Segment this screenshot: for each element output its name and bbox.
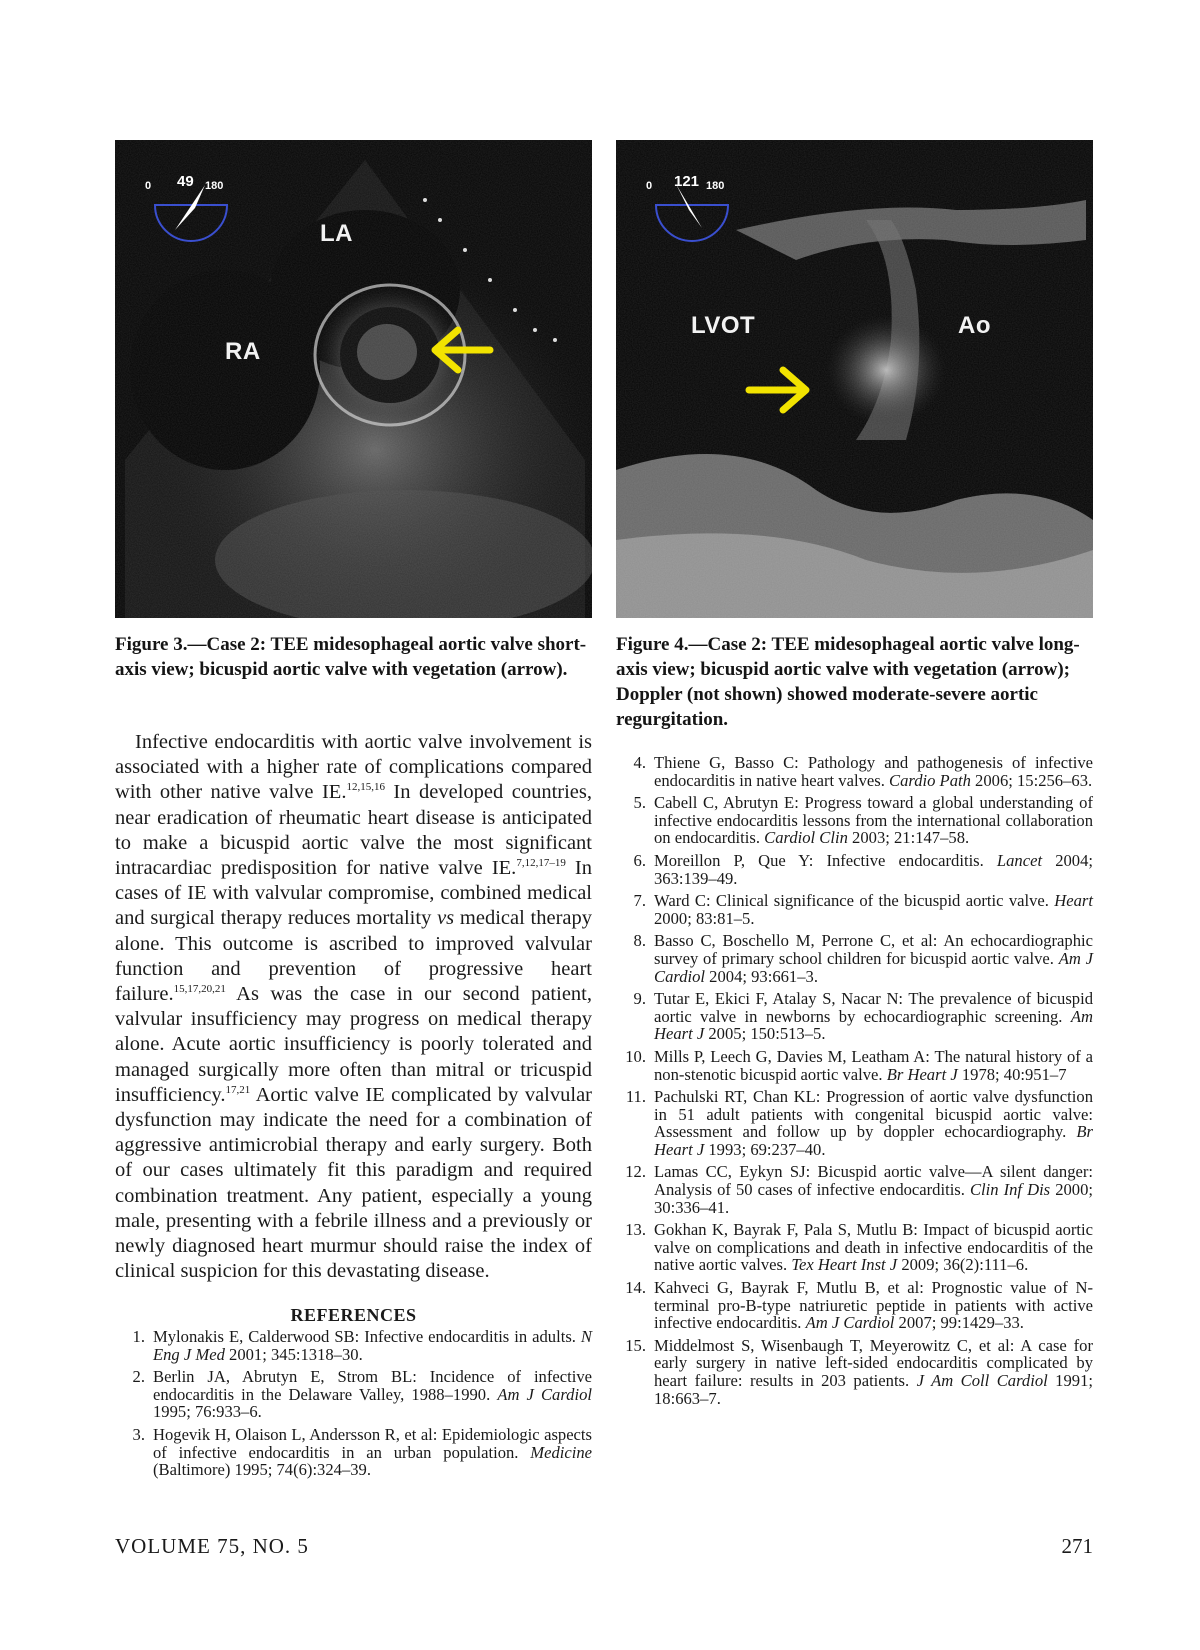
reference-text	[654, 1088, 1093, 1158]
body-text-vs: vs	[437, 907, 455, 930]
reference-citation: 2004; 363:139–49.	[654, 850, 1093, 888]
reference-authors-title: Pachulski RT, Chan KL: Progression of aortic valve dysfunction in 51 adult patients with congenital bicuspid aortic valve: Assessment and follow up by doppler echocardiography.	[654, 1087, 1093, 1142]
reference-journal: Br Heart J	[654, 1122, 1093, 1159]
reference-item	[616, 794, 1093, 847]
reference-number: 4.	[633, 753, 646, 772]
body-text-4: medical therapy alone. This outcome is ascribed to improved valvular function and prevention of progressive heart failure.	[115, 907, 592, 1006]
reference-item	[616, 1163, 1093, 1216]
figure-3-echo-graphic	[115, 140, 592, 618]
label-ra: RA	[225, 338, 261, 365]
reference-journal: Heart	[1054, 891, 1093, 911]
reference-number: 15.	[625, 1335, 646, 1355]
reference-citation: (Baltimore) 1995; 74(6):324–39.	[153, 1460, 371, 1480]
reference-journal: Clin Inf Dis	[969, 1180, 1051, 1200]
figure-4-echo-graphic	[616, 140, 1093, 618]
angle-start: 0	[646, 180, 653, 192]
body-paragraph	[115, 730, 592, 1284]
reference-citation: 1993; 69:237–40.	[704, 1139, 826, 1159]
angle-value: 121	[674, 173, 700, 190]
reference-journal: Am J Cardiol	[654, 948, 1093, 986]
label-ao: Ao	[958, 312, 991, 339]
reference-item	[616, 1279, 1093, 1332]
right-column	[616, 140, 1093, 1412]
reference-authors-title: Hogevik H, Olaison L, Andersson R, et al: Epidemiologic aspects of infective endocarditis in an urban population.	[153, 1424, 592, 1462]
reference-journal: Am J Cardiol	[805, 1313, 895, 1333]
reference-citation: 2000; 83:81–5.	[654, 908, 755, 928]
reference-item	[616, 892, 1093, 927]
reference-authors-title: Cabell C, Abrutyn E: Progress toward a global understanding of infective endocarditis lessons from the international collaboration on endocarditis.	[654, 793, 1093, 848]
reference-citation: 1991; 18:663–7.	[654, 1371, 1093, 1408]
references-heading: REFERENCES	[290, 1304, 417, 1325]
reference-item	[616, 754, 1093, 789]
reference-number: 14.	[625, 1278, 646, 1298]
figure-4-caption	[616, 632, 1093, 732]
reference-text	[153, 1328, 592, 1363]
reference-citation: 2005; 150:513–5.	[704, 1024, 826, 1044]
figure-4-caption-label: Figure 4.	[616, 634, 689, 655]
reference-citation: 1978; 40:951–7	[957, 1064, 1067, 1084]
reference-number: 10.	[625, 1046, 646, 1066]
reference-authors-title: Gokhan K, Bayrak F, Pala S, Mutlu B: Impact of bicuspid aortic valve on complications and death in infective endocarditis of the native aortic valves.	[654, 1220, 1093, 1275]
figure-4-echo-image	[616, 140, 1093, 618]
reference-authors-title: Berlin JA, Abrutyn E, Strom BL: Incidence of infective endocarditis in the Delaware Valley, 1988–1990.	[153, 1367, 592, 1404]
reference-journal: Cardio Path	[889, 770, 971, 790]
reference-journal: Am J Cardiol	[497, 1384, 592, 1404]
reference-citation: 2001; 345:1318–30.	[224, 1344, 363, 1364]
reference-text	[654, 794, 1093, 847]
citation-3: 15,17,20,21	[173, 983, 226, 996]
reference-text	[654, 1279, 1093, 1332]
references-list-right	[616, 754, 1093, 1407]
left-column	[115, 140, 592, 1484]
reference-citation: 2003; 21:147–58.	[847, 828, 970, 848]
label-la: LA	[320, 220, 353, 247]
reference-authors-title: Mylonakis E, Calderwood SB: Infective endocarditis in adults.	[153, 1326, 581, 1346]
body-text-3: In cases of IE with valvular compromise, combined medical and surgical therapy reduces mortality	[115, 857, 592, 930]
reference-journal: Br Heart J	[886, 1064, 958, 1084]
reference-item	[616, 990, 1093, 1043]
body-text-5: As was the case in our second patient, valvular insufficiency may progress on medical therapy alone. Acute aortic insufficiency is poorly tolerated and managed surgically more often than mitral or tricuspid insufficiency.	[115, 983, 592, 1106]
body-text-6: Aortic valve IE complicated by valvular dysfunction may indicate the need for a combination of aggressive antimicrobial therapy and early surgery. Both of our cases ultimately fit this paradigm and required combination treatment. Any patient, especially a young male, presenting with a febrile illness and a previously or newly diagnosed heart murmur should raise the index of clinical suspicion for this devastating disease.	[115, 1083, 592, 1283]
reference-citation: 2009; 36(2):111–6.	[897, 1255, 1029, 1275]
reference-journal: N Eng J Med	[153, 1326, 592, 1364]
reference-authors-title: Tutar E, Ekici F, Atalay S, Nacar N: The prevalence of bicuspid aortic valve in newborns by echocardiographic screening.	[654, 989, 1093, 1026]
reference-number: 5.	[633, 793, 646, 813]
reference-text	[654, 1163, 1093, 1216]
reference-text	[654, 1221, 1093, 1274]
reference-authors-title: Moreillon P, Que Y: Infective endocarditis.	[654, 850, 997, 870]
reference-number: 8.	[633, 931, 646, 951]
figure-3-caption-text: —Case 2: TEE midesophageal aortic valve short-axis view; bicuspid aortic valve with vegetation (arrow).	[115, 634, 587, 680]
reference-item	[616, 1337, 1093, 1407]
reference-item	[115, 1368, 592, 1421]
references-list-left	[115, 1328, 592, 1479]
reference-number: 1.	[132, 1326, 145, 1346]
reference-number: 6.	[633, 850, 646, 870]
reference-citation: 2000; 30:336–41.	[654, 1180, 1093, 1217]
figure-3-caption	[115, 632, 592, 682]
figure-3-echo-image	[115, 140, 592, 618]
reference-text	[654, 990, 1093, 1043]
reference-text	[654, 892, 1093, 927]
reference-authors-title: Ward C: Clinical significance of the bicuspid aortic valve.	[654, 891, 1055, 911]
reference-authors-title: Middelmost S, Wisenbaugh T, Meyerowitz C, et al: A case for early surgery in native left-sided endocarditis complicated by heart failure: results in 203 patients.	[654, 1335, 1093, 1390]
citation-4: 17,21	[225, 1083, 251, 1096]
angle-start: 0	[145, 180, 152, 192]
reference-number: 7.	[633, 891, 646, 911]
reference-citation: 2004; 93:661–3.	[705, 966, 818, 986]
reference-item	[616, 1088, 1093, 1158]
reference-authors-title: Lamas CC, Eykyn SJ: Bicuspid aortic valve—A silent danger: Analysis of 50 cases of infective endocarditis.	[654, 1162, 1093, 1200]
citation-1: 12,15,16	[346, 781, 385, 794]
reference-text	[153, 1368, 592, 1421]
reference-citation: 2006; 15:256–63.	[970, 770, 1093, 790]
reference-number: 12.	[625, 1162, 646, 1182]
reference-journal: Cardiol Clin	[764, 828, 848, 848]
angle-value: 49	[177, 173, 194, 190]
reference-authors-title: Basso C, Boschello M, Perrone C, et al: An echocardiographic survey of primary school children for bicuspid aortic valve.	[654, 931, 1093, 968]
reference-journal: J Am Coll Cardiol	[916, 1371, 1048, 1390]
reference-text	[654, 1048, 1093, 1083]
reference-item	[115, 1426, 592, 1479]
footer-volume: VOLUME 75, NO. 5	[115, 1534, 309, 1558]
reference-item	[616, 1048, 1093, 1083]
reference-text	[654, 852, 1093, 887]
reference-number: 3.	[132, 1424, 145, 1444]
reference-item	[616, 932, 1093, 985]
label-lvot: LVOT	[691, 312, 756, 339]
figure-4-caption-text: —Case 2: TEE midesophageal aortic valve long-axis view; bicuspid aortic valve with vegetation (arrow); Doppler (not shown) showed moderate-severe aortic regurgitation.	[616, 634, 1080, 730]
reference-journal: Tex Heart Inst J	[791, 1255, 898, 1275]
reference-authors-title: Thiene G, Basso C: Pathology and pathogenesis of infective endocarditis in native heart valves.	[654, 753, 1093, 790]
reference-authors-title: Kahveci G, Bayrak F, Mutlu B, et al: Prognostic value of N-terminal pro-B-type natriuretic peptide in patients with active infective endocarditis.	[654, 1278, 1093, 1333]
citation-2: 7,12,17–19	[516, 857, 566, 870]
body-text-1: Infective endocarditis with aortic valve involvement is associated with a higher rate of complications compared with other native valve IE.	[115, 731, 592, 804]
reference-citation: 1995; 76:933–6.	[153, 1402, 262, 1422]
angle-end: 180	[706, 180, 725, 192]
reference-number: 11.	[625, 1087, 646, 1107]
reference-text	[153, 1426, 592, 1479]
reference-journal: Medicine	[530, 1442, 592, 1462]
reference-number: 13.	[625, 1220, 646, 1240]
figure-3-caption-label: Figure 3.	[115, 634, 188, 655]
reference-text	[654, 932, 1093, 985]
angle-end: 180	[205, 180, 224, 192]
reference-journal: Am Heart J	[654, 1006, 1093, 1044]
reference-authors-title: Mills P, Leech G, Davies M, Leatham A: The natural history of a non-stenotic bicuspid aortic valve.	[654, 1046, 1093, 1084]
reference-journal: Lancet	[996, 850, 1043, 870]
footer-page-number: 271	[1061, 1534, 1093, 1558]
reference-item	[616, 852, 1093, 887]
reference-text	[654, 1337, 1093, 1407]
reference-item	[115, 1328, 592, 1363]
reference-item	[616, 1221, 1093, 1274]
reference-number: 9.	[633, 989, 646, 1009]
reference-citation: 2007; 99:1429–33.	[894, 1313, 1024, 1333]
reference-number: 2.	[132, 1367, 145, 1387]
body-text-2: In developed countries, near eradication of rheumatic heart disease is anticipated to make a bicuspid aortic valve the most significant intracardiac predisposition for native valve IE.	[115, 781, 592, 880]
reference-text	[654, 754, 1093, 789]
